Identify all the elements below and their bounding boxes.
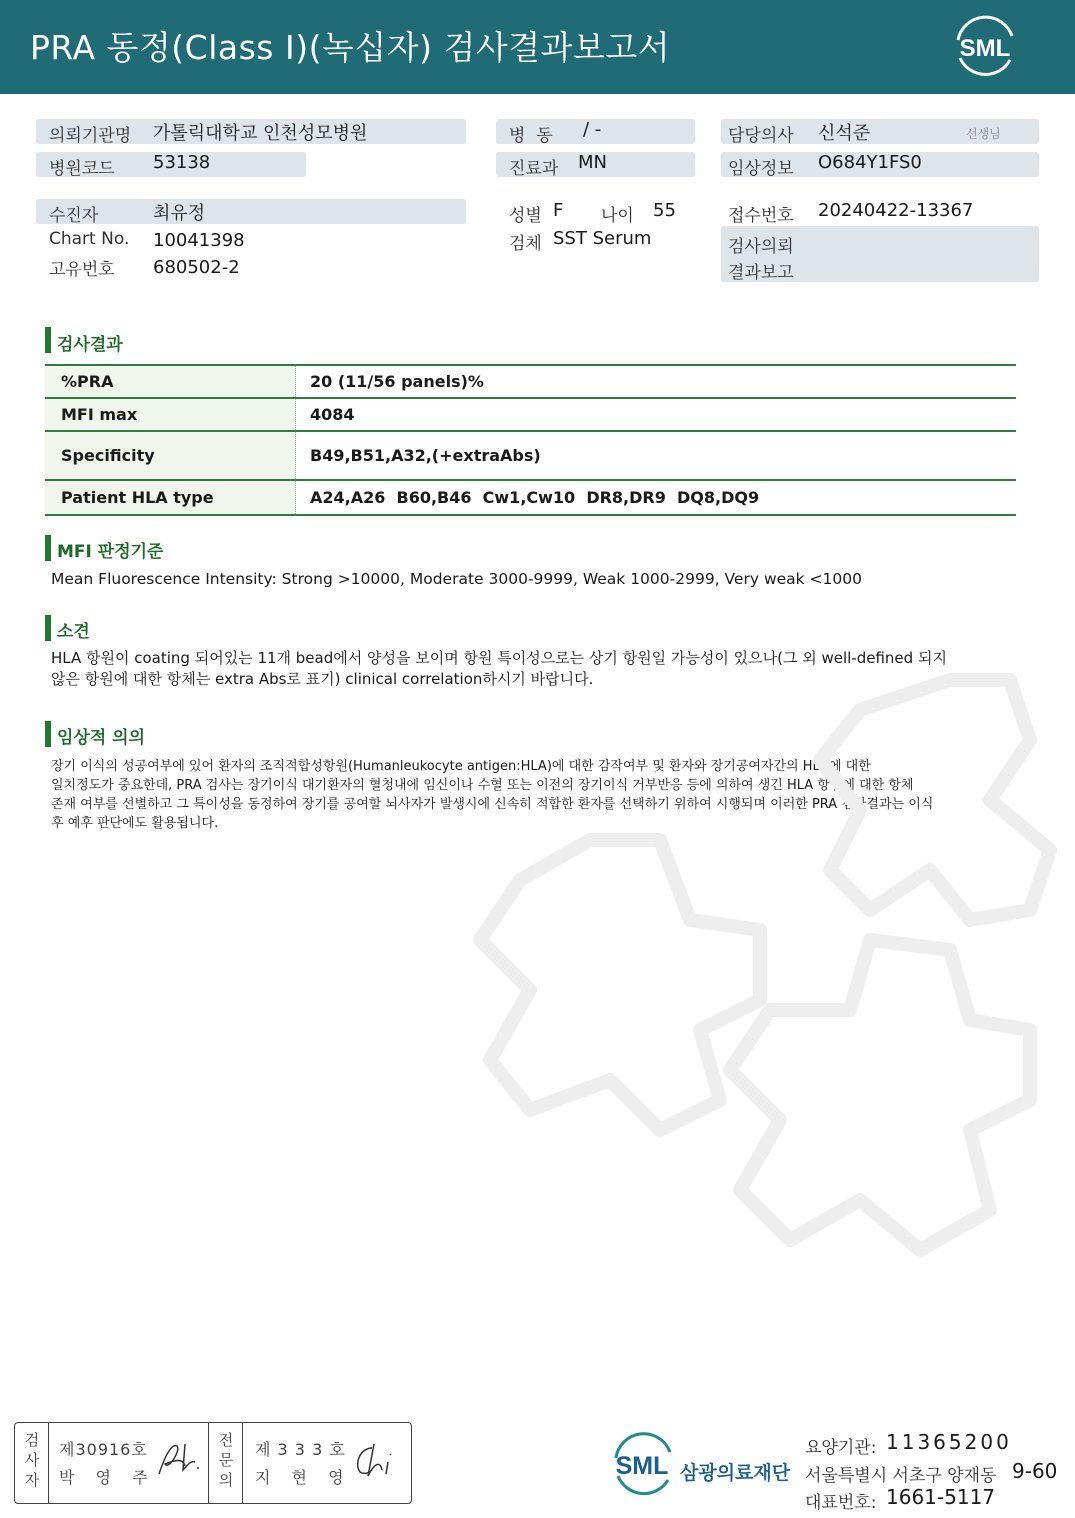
examiner-license-no: 제30916호 xyxy=(59,1440,148,1459)
section-marker xyxy=(45,327,51,353)
chart-no-value: 10041398 xyxy=(153,230,245,251)
doctor-suffix: 선생님 xyxy=(966,127,1001,141)
mfi-section-title: MFI 판정기준 xyxy=(57,542,164,562)
specialist-license-no: 제 3 3 3 호 xyxy=(255,1440,346,1459)
row-value: 20 (11/56 panels)% xyxy=(310,372,484,391)
table-row xyxy=(45,432,1016,481)
clinical-info-value: O684Y1FS0 xyxy=(818,152,922,173)
sml-logo-icon xyxy=(950,14,1020,80)
opinion-section-title: 소견 xyxy=(57,622,90,642)
results-table xyxy=(45,364,1016,516)
address-text: 서울특별시 서초구 양재동 xyxy=(805,1466,997,1486)
doctor-value: 신석준 xyxy=(818,123,871,144)
table-row xyxy=(45,366,1016,399)
chart-no-label: Chart No. xyxy=(49,229,130,249)
care-label: 요양기관: xyxy=(805,1438,877,1458)
row-value: A24,A26 B60,B46 Cw1,Cw10 DR8,DR9 DQ8,DQ9 xyxy=(310,488,760,507)
row-label: %PRA xyxy=(45,366,296,397)
request-label: 검사의뢰 xyxy=(728,237,794,257)
age-value: 55 xyxy=(653,200,676,221)
specialist-signature-icon xyxy=(350,1440,400,1482)
patient-bar xyxy=(36,199,466,224)
unique-no-label: 고유번호 xyxy=(49,260,115,280)
unique-no-value: 680502-2 xyxy=(153,257,240,278)
institution-label: 의뢰기관명 xyxy=(49,126,132,146)
row-label: Specificity xyxy=(45,432,296,479)
opinion-line: HLA 항원이 coating 되어있는 11개 bead에서 양성을 보이며 항원 특이성으로는 상기 항원일 가능성이 있으나(그 외 well-defined 되지 xyxy=(51,649,947,667)
results-section-title: 검사결과 xyxy=(57,335,123,355)
section-marker xyxy=(45,615,51,641)
phone-number: 1661-5117 xyxy=(886,1485,996,1509)
care-number: 11365200 xyxy=(886,1430,1012,1454)
report-title: PRA 동정(Class I)(녹십자) 검사결과보고서 xyxy=(30,28,671,67)
examiner-label: 검 사 자 xyxy=(24,1431,40,1489)
sml-org-logo-icon xyxy=(608,1432,680,1498)
hospital-code-value: 53138 xyxy=(153,152,211,173)
section-marker xyxy=(45,721,51,747)
doctor-label: 담당의사 xyxy=(728,126,794,146)
clinical-line: 후 예후 판단에도 활용됩니다. xyxy=(51,816,219,831)
clinical-line: 존재 여부를 선별하고 그 특이성을 동정하여 장기를 공여할 뇌사자가 발생시에 신속히 적합한 환자를 선택하기 위하여 시행되며 이러한 PRA 검사결과는 이식 xyxy=(51,797,934,812)
row-label: Patient HLA type xyxy=(45,481,296,514)
receipt-value: 20240422-13367 xyxy=(818,200,974,221)
patient-label: 수진자 xyxy=(49,206,99,226)
specimen-value: SST Serum xyxy=(553,228,652,249)
mfi-criteria-text: Mean Fluorescence Intensity: Strong >10000, Moderate 3000-9999, Weak 1000-2999, Very weak <1000 xyxy=(51,570,862,588)
sex-label: 성별 xyxy=(509,206,542,226)
row-value: B49,B51,A32,(+extraAbs) xyxy=(310,446,541,465)
table-row xyxy=(45,481,1016,516)
clinical-section-title: 임상적 의의 xyxy=(57,728,146,748)
receipt-label: 접수번호 xyxy=(728,206,794,226)
org-name: 삼광의료재단 xyxy=(680,1462,791,1484)
table-row xyxy=(45,399,1016,432)
sml-org-logo-text: SML xyxy=(615,1452,669,1480)
sml-logo-text: SML xyxy=(959,35,1011,62)
hospital-code-label: 병원코드 xyxy=(49,159,115,179)
institution-value: 가톨릭대학교 인천성모병원 xyxy=(153,123,368,144)
row-value: 4084 xyxy=(310,405,355,424)
specialist-label: 전 문 의 xyxy=(218,1431,234,1489)
clinical-line: 장기 이식의 성공여부에 있어 환자의 조직적합성항원(Humanleukocyte antigen:HLA)에 대한 감작여부 및 환자와 장기공여자간의 HLA에 대한 xyxy=(51,759,871,774)
row-label: MFI max xyxy=(45,399,296,430)
ward-label: 병 동 xyxy=(509,126,553,146)
clinical-info-label: 임상정보 xyxy=(728,159,794,179)
address-number: 9-60 xyxy=(1012,1459,1058,1483)
specialist-name: 지 현 영 xyxy=(255,1468,352,1487)
examiner-signature-icon xyxy=(155,1440,203,1480)
department-label: 진료과 xyxy=(509,159,559,179)
patient-value: 최유정 xyxy=(153,203,206,224)
specimen-label: 검체 xyxy=(509,234,542,254)
department-value: MN xyxy=(578,152,607,173)
opinion-line: 않은 항원에 대한 항체는 extra Abs로 표기) clinical correlation하시기 바랍니다. xyxy=(51,670,594,688)
clinical-line: 일치정도가 중요한데, PRA 검사는 장기이식 대기환자의 혈청내에 임신이나 수혈 또는 이전의 장기이식 거부반응 등에 의하여 생긴 HLA 항원에 대한 항체 xyxy=(51,778,914,793)
examiner-name: 박 영 주 xyxy=(59,1468,156,1487)
phone-label: 대표번호: xyxy=(805,1493,877,1513)
age-label: 나이 xyxy=(601,206,634,226)
sex-value: F xyxy=(553,200,564,221)
ward-value: / - xyxy=(583,119,602,140)
section-marker xyxy=(45,535,51,561)
report-label: 결과보고 xyxy=(728,263,794,283)
watermark-cross-icon xyxy=(430,650,1075,1290)
